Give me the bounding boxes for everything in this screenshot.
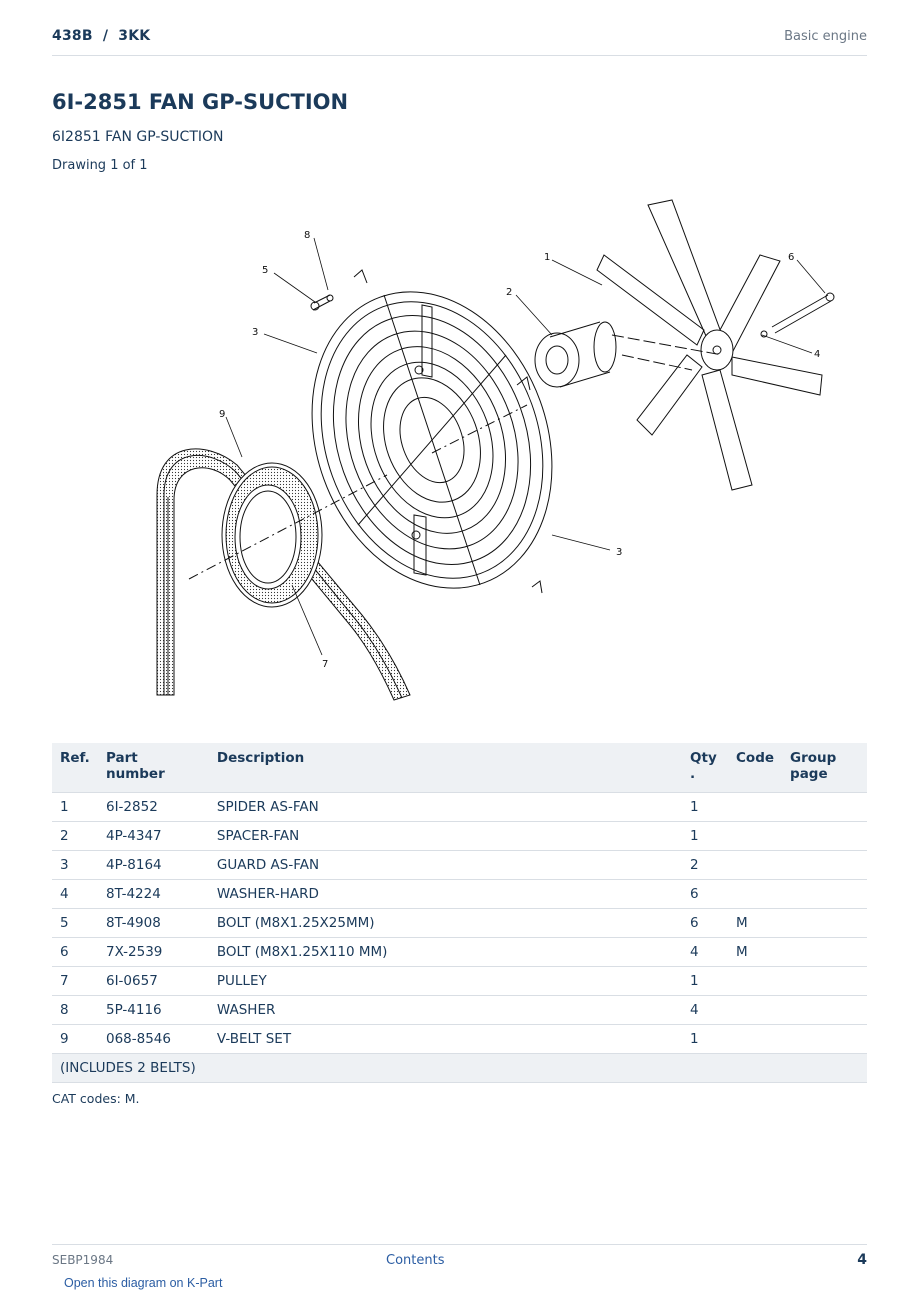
contents-link[interactable]: Contents <box>386 1253 445 1268</box>
callout-9: 9 <box>219 409 226 420</box>
cell-description: BOLT (M8X1.25X25MM) <box>209 909 682 938</box>
cell-qty: 1 <box>682 1025 728 1054</box>
col-description: Description <box>209 743 682 793</box>
cell-qty: 6 <box>682 880 728 909</box>
kpart-diagram-link[interactable]: Open this diagram on K-Part <box>64 1276 223 1290</box>
col-group-page: Group page <box>782 743 867 793</box>
cell-qty: 1 <box>682 822 728 851</box>
table-note-row <box>52 1054 867 1083</box>
cell-description: WASHER <box>209 996 682 1025</box>
cell-code <box>728 1025 782 1054</box>
fan-spider-drawing <box>597 200 822 490</box>
cell-group-page <box>782 909 867 938</box>
cell-description: WASHER-HARD <box>209 880 682 909</box>
cell-part-number: 8T-4908 <box>98 909 209 938</box>
page-subtitle: 6I2851 FAN GP-SUCTION <box>52 129 224 145</box>
page-number: 4 <box>857 1252 867 1268</box>
col-code: Code <box>728 743 782 793</box>
cell-ref: 3 <box>52 851 98 880</box>
callout-2: 2 <box>506 287 513 298</box>
cell-code <box>728 880 782 909</box>
cell-ref: 9 <box>52 1025 98 1054</box>
cell-description: PULLEY <box>209 967 682 996</box>
pulley-drawing <box>222 463 322 607</box>
cell-part-number: 4P-8164 <box>98 851 209 880</box>
cat-codes: CAT codes: M. <box>52 1091 140 1106</box>
callout-8: 8 <box>304 230 311 241</box>
callout-4: 4 <box>814 349 821 360</box>
cell-ref: 4 <box>52 880 98 909</box>
cell-group-page <box>782 967 867 996</box>
cell-qty: 4 <box>682 996 728 1025</box>
cell-group-page <box>782 822 867 851</box>
table-row <box>52 909 867 938</box>
cell-description: SPACER-FAN <box>209 822 682 851</box>
table-row <box>52 996 867 1025</box>
table-row <box>52 793 867 822</box>
col-qty: Qty . <box>682 743 728 793</box>
parts-table <box>52 743 867 1083</box>
cell-ref: 2 <box>52 822 98 851</box>
model-label: 438B / 3KK <box>52 28 151 44</box>
table-row <box>52 1025 867 1054</box>
table-row <box>52 938 867 967</box>
cell-group-page <box>782 938 867 967</box>
col-part-number: Part number <box>98 743 209 793</box>
cell-group-page <box>782 851 867 880</box>
cell-code <box>728 996 782 1025</box>
cell-qty: 2 <box>682 851 728 880</box>
table-row <box>52 851 867 880</box>
cell-description: GUARD AS-FAN <box>209 851 682 880</box>
callout-3-bottom: 3 <box>616 547 623 558</box>
page-title: 6I-2851 FAN GP-SUCTION <box>52 90 349 114</box>
cell-part-number: 6I-2852 <box>98 793 209 822</box>
cell-ref: 1 <box>52 793 98 822</box>
callout-3-top: 3 <box>252 327 259 338</box>
parts-table-body <box>52 793 867 1083</box>
cell-ref: 6 <box>52 938 98 967</box>
cell-qty: 4 <box>682 938 728 967</box>
table-row <box>52 967 867 996</box>
cell-qty: 1 <box>682 793 728 822</box>
col-ref: Ref. <box>52 743 98 793</box>
cell-description: SPIDER AS-FAN <box>209 793 682 822</box>
cell-code <box>728 822 782 851</box>
table-row <box>52 822 867 851</box>
cell-part-number: 8T-4224 <box>98 880 209 909</box>
cell-part-number: 6I-0657 <box>98 967 209 996</box>
cell-part-number: 5P-4116 <box>98 996 209 1025</box>
callout-5: 5 <box>262 265 269 276</box>
cell-code: M <box>728 938 782 967</box>
table-header-row <box>52 743 867 793</box>
cell-qty: 1 <box>682 967 728 996</box>
callout-1: 1 <box>544 252 551 263</box>
cell-part-number: 4P-4347 <box>98 822 209 851</box>
cell-code <box>728 851 782 880</box>
page <box>52 0 867 1300</box>
cell-ref: 7 <box>52 967 98 996</box>
cell-part-number: 7X-2539 <box>98 938 209 967</box>
exploded-parts-diagram <box>132 195 821 715</box>
table-row <box>52 880 867 909</box>
cell-description: BOLT (M8X1.25X110 MM) <box>209 938 682 967</box>
cell-code <box>728 793 782 822</box>
cell-part-number: 068-8546 <box>98 1025 209 1054</box>
cell-group-page <box>782 793 867 822</box>
cell-group-page <box>782 1025 867 1054</box>
cell-code: M <box>728 909 782 938</box>
document-id: SEBP1984 <box>52 1253 114 1267</box>
cell-description: V-BELT SET <box>209 1025 682 1054</box>
cell-group-page <box>782 996 867 1025</box>
spacer-drawing <box>535 322 616 387</box>
page-header <box>52 28 867 56</box>
cell-ref: 5 <box>52 909 98 938</box>
drawing-count: Drawing 1 of 1 <box>52 158 148 173</box>
cell-ref: 8 <box>52 996 98 1025</box>
cell-qty: 6 <box>682 909 728 938</box>
cell-group-page <box>782 880 867 909</box>
callout-6: 6 <box>788 252 795 263</box>
section-label: Basic engine <box>784 29 867 44</box>
page-footer <box>52 1244 867 1273</box>
table-note: (INCLUDES 2 BELTS) <box>52 1054 867 1083</box>
callout-7: 7 <box>322 659 329 670</box>
cell-code <box>728 967 782 996</box>
